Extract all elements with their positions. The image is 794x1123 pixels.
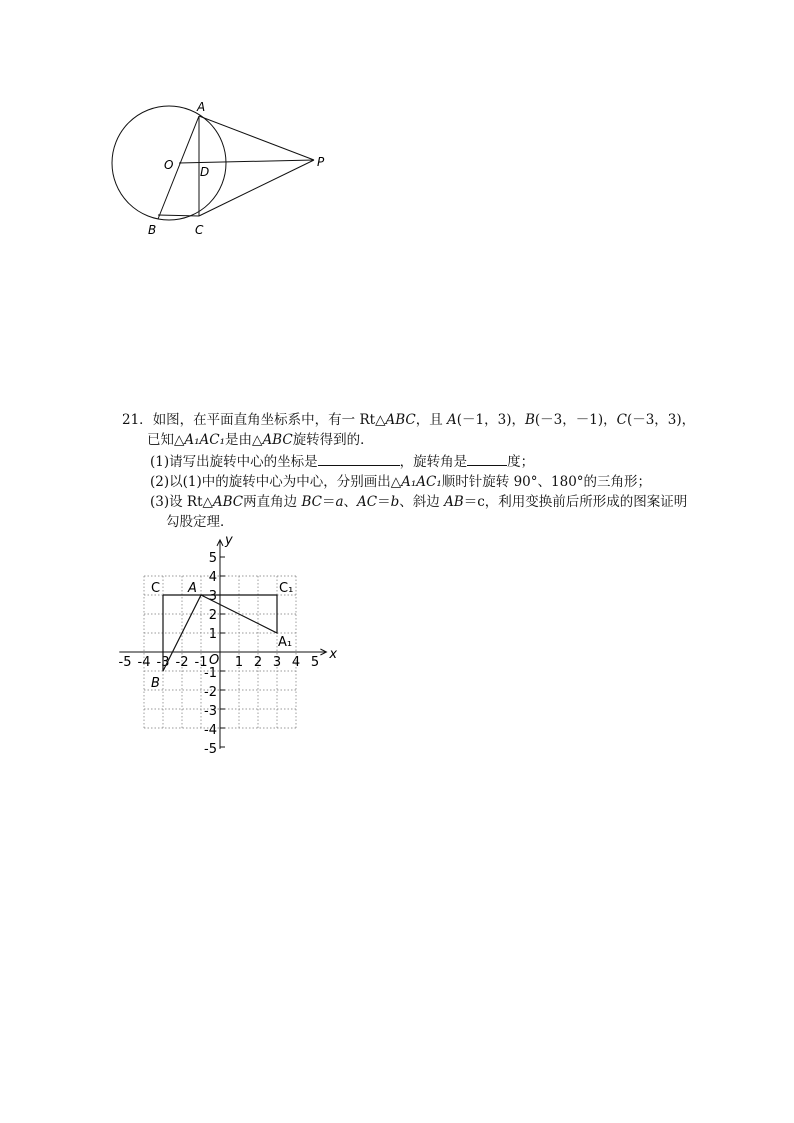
label-c: C [195,223,204,237]
x-tick-label: 3 [272,655,282,670]
tangent-pa [199,116,314,160]
point-label-c: C [151,581,161,596]
x-axis-label: x [329,647,338,662]
y-tick-label: -1 [204,666,217,681]
axes [119,540,326,749]
x-tick-label: 5 [310,655,320,670]
y-tick-label: 1 [208,627,217,642]
tangent-pc [199,160,314,216]
answer-blank-angle[interactable] [467,453,507,466]
question-1: (1)请写出旋转中心的坐标是 ，旋转角是 度； [150,454,535,470]
x-tick-label: -4 [137,655,151,670]
y-tick-label: 2 [208,608,217,623]
y-tick-label: -4 [204,723,217,738]
y-axis-label: y [225,532,233,548]
label-o: O [164,158,174,172]
origin-label: O [209,653,220,668]
label-d: D [200,165,210,179]
circle-tangent-figure [110,95,340,245]
x-tick-label: 4 [291,655,301,670]
label-p: P [317,155,325,169]
y-tick-label: -2 [204,685,217,700]
label-b: B [148,223,157,237]
x-tick-label: -5 [118,655,132,670]
point-label-a: A [188,581,197,596]
problem-line-1: 21．如图，在平面直角坐标系中，有一 Rt△ABC，且 A(－1，3)，B(－3，－1)，C(－3，3)， [122,412,696,428]
x-tick-label: 1 [234,655,244,670]
coordinate-grid-figure [110,530,350,765]
point-label-c1: C₁ [279,581,294,596]
tick-labels [119,533,338,757]
label-a: A [197,100,206,114]
question-3-line-2: 勾股定理． [166,514,234,530]
x-tick-label: -2 [175,655,189,670]
question-3: (3)设 Rt△ABC两直角边 BC＝a、AC＝b、斜边 AB＝c，利用变换前后所形成的图案证明 [150,494,688,510]
point-label-a1: A₁ [278,635,293,650]
y-tick-label: -5 [204,742,217,757]
x-tick-label: -3 [156,655,170,670]
problem-line-2: 已知△A₁AC₁是由△ABC旋转得到的． [147,432,374,448]
answer-blank-center[interactable] [318,453,400,466]
x-tick-label: 2 [253,655,263,670]
y-tick-label: 4 [208,570,217,585]
y-tick-label: 3 [208,589,217,604]
problem-number: 21． [122,412,153,428]
point-labels [151,581,293,691]
x-tick-label: -1 [194,655,208,670]
question-2: (2)以(1)中的旋转中心为中心，分别画出△A₁AC₁顺时针旋转 90°、180°的三角形； [150,474,652,490]
y-tick-label: 5 [208,551,217,566]
point-label-b: B [151,676,160,691]
y-tick-label: -3 [204,704,217,719]
